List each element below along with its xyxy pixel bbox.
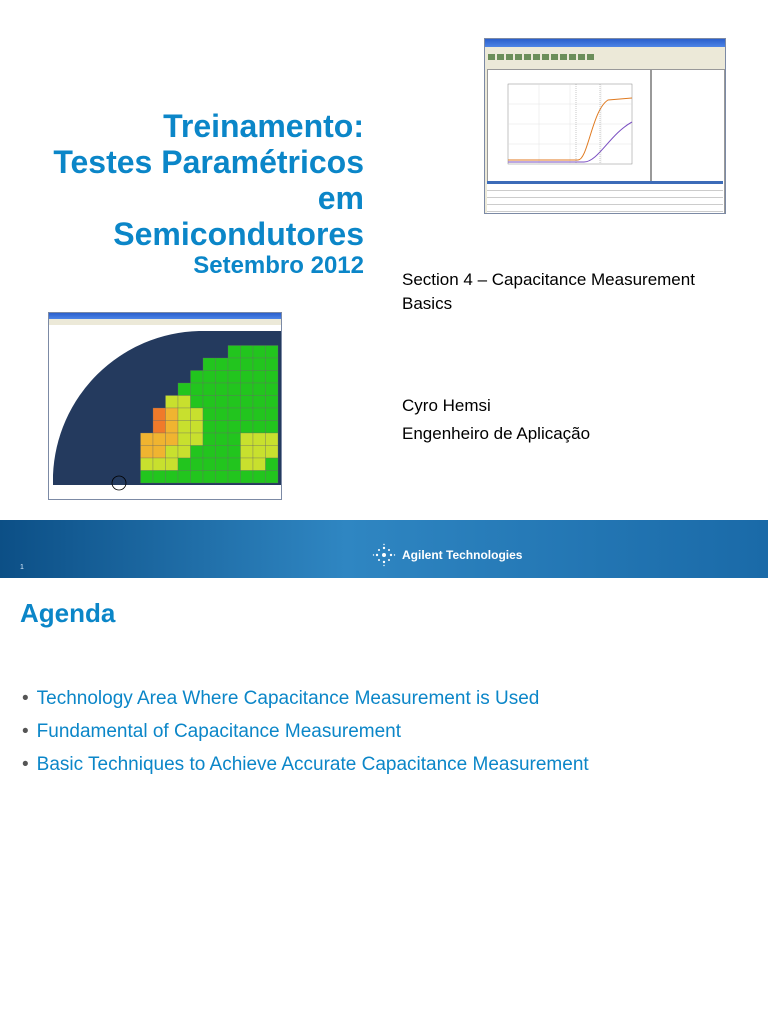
- section-line-1: Section 4 – Capacitance Measurement: [402, 270, 695, 289]
- wafer-die: [228, 446, 241, 459]
- wafer-die: [166, 471, 179, 484]
- wafer-die: [266, 346, 279, 359]
- wafer-die: [228, 396, 241, 409]
- wafer-die: [253, 346, 266, 359]
- footer-bar: [0, 520, 768, 578]
- wafer-die: [203, 408, 216, 421]
- wafer-die: [203, 421, 216, 434]
- wafer-die: [216, 396, 229, 409]
- wafer-die: [241, 396, 254, 409]
- wafer-die: [266, 446, 279, 459]
- wafer-die: [216, 371, 229, 384]
- wafer-die: [166, 446, 179, 459]
- wafer-die: [241, 358, 254, 371]
- wafer-die: [266, 383, 279, 396]
- title-line-1: Treinamento:: [163, 108, 364, 144]
- wafer-die: [153, 458, 166, 471]
- wafer-die: [203, 358, 216, 371]
- wafer-die: [141, 433, 154, 446]
- wafer-die: [166, 458, 179, 471]
- wafer-die: [216, 383, 229, 396]
- wafer-die: [241, 421, 254, 434]
- author-name: Cyro Hemsi: [402, 396, 491, 415]
- wafer-die: [141, 471, 154, 484]
- wafer-die: [266, 408, 279, 421]
- wafer-die: [216, 421, 229, 434]
- wafer-die: [141, 458, 154, 471]
- wafer-die: [253, 446, 266, 459]
- wafer-die: [178, 458, 191, 471]
- wafer-die: [191, 396, 204, 409]
- wafer-die: [228, 458, 241, 471]
- wafer-die: [241, 458, 254, 471]
- wafer-die: [203, 471, 216, 484]
- wafer-die: [228, 346, 241, 359]
- agenda-item-text: Fundamental of Capacitance Measurement: [36, 721, 402, 742]
- agenda-item: [22, 715, 589, 748]
- wafer-die: [191, 371, 204, 384]
- wafer-die: [266, 458, 279, 471]
- wafer-die: [253, 458, 266, 471]
- wafer-die: [216, 446, 229, 459]
- wafer-die: [191, 471, 204, 484]
- wafer-die: [153, 421, 166, 434]
- wafer-die: [191, 458, 204, 471]
- software-screenshot-image: [484, 38, 726, 214]
- agenda-item: [22, 748, 589, 781]
- wafer-die: [253, 471, 266, 484]
- wafer-die: [203, 371, 216, 384]
- wafer-die: [266, 358, 279, 371]
- wafer-die: [203, 383, 216, 396]
- wafer-die: [166, 421, 179, 434]
- wafer-die: [178, 396, 191, 409]
- section-line-2: Basics: [402, 294, 453, 313]
- agenda-item-text: Technology Area Where Capacitance Measurement is Used: [36, 688, 540, 709]
- wafer-die: [266, 371, 279, 384]
- wafer-die: [153, 433, 166, 446]
- agenda-slide: [0, 578, 768, 1024]
- wafer-die: [253, 433, 266, 446]
- wafer-die: [253, 408, 266, 421]
- wafer-die: [228, 421, 241, 434]
- wafer-die: [178, 471, 191, 484]
- wafer-die: [228, 471, 241, 484]
- agenda-item-text: Basic Techniques to Achieve Accurate Capacitance Measurement: [36, 754, 589, 775]
- wafer-die: [266, 396, 279, 409]
- cv-curve-graphic: [488, 70, 648, 180]
- wafer-die: [166, 433, 179, 446]
- wafer-die: [228, 358, 241, 371]
- title-line-2: Testes Paramétricos em: [53, 144, 364, 216]
- page-number: 1: [20, 564, 24, 571]
- agenda-item: [22, 682, 589, 715]
- agenda-list: [22, 682, 589, 781]
- wafer-die: [178, 383, 191, 396]
- screenshot-list-panel: [487, 181, 723, 214]
- wafer-die: [241, 446, 254, 459]
- section-subtitle: [402, 268, 752, 316]
- wafer-die: [241, 346, 254, 359]
- bullet-icon: •: [22, 688, 29, 709]
- wafer-die: [203, 446, 216, 459]
- wafer-die: [191, 421, 204, 434]
- wafer-die: [253, 421, 266, 434]
- wafer-die: [241, 383, 254, 396]
- wafer-map-screenshot-image: [48, 312, 282, 500]
- title-line-3: Semicondutores: [113, 216, 364, 252]
- wafer-die: [153, 471, 166, 484]
- wafer-die: [228, 371, 241, 384]
- bullet-icon: •: [22, 721, 29, 742]
- screenshot-toolbar: [485, 53, 725, 61]
- wafer-die: [216, 358, 229, 371]
- wafer-die: [178, 446, 191, 459]
- wafer-die: [253, 371, 266, 384]
- screenshot-titlebar: [485, 39, 725, 47]
- slide-title: [0, 108, 364, 252]
- wafer-die: [266, 471, 279, 484]
- wafer-die: [253, 358, 266, 371]
- wafer-die: [241, 433, 254, 446]
- wafer-map-graphic: [49, 325, 281, 499]
- wafer-die: [216, 458, 229, 471]
- wafer-die: [203, 396, 216, 409]
- wafer-die: [216, 471, 229, 484]
- wafer-die: [178, 433, 191, 446]
- wafer-die: [166, 396, 179, 409]
- wafer-die: [241, 371, 254, 384]
- wafer-die: [191, 408, 204, 421]
- wafer-die: [178, 408, 191, 421]
- bullet-icon: •: [22, 754, 29, 775]
- wafer-die: [241, 471, 254, 484]
- wafer-die: [153, 446, 166, 459]
- wafer-die: [191, 433, 204, 446]
- slide-date: Setembro 2012: [193, 252, 364, 279]
- wafer-die: [266, 421, 279, 434]
- wafer-die: [241, 408, 254, 421]
- brand-name: Agilent Technologies: [402, 548, 523, 562]
- wafer-die: [253, 396, 266, 409]
- wafer-die: [166, 408, 179, 421]
- brand-logo: [372, 543, 522, 567]
- wafer-die: [228, 433, 241, 446]
- wafer-die: [141, 446, 154, 459]
- agenda-title: Agenda: [20, 598, 116, 628]
- wafer-die: [253, 383, 266, 396]
- wafer-die: [266, 433, 279, 446]
- wafer-die: [191, 446, 204, 459]
- spark-logo-icon: [372, 543, 396, 567]
- author-role: Engenheiro de Aplicação: [402, 424, 591, 443]
- wafer-die: [203, 433, 216, 446]
- wafer-die: [153, 408, 166, 421]
- wafer-die: [203, 458, 216, 471]
- wafer-die: [216, 433, 229, 446]
- wafer-die: [178, 421, 191, 434]
- author-block: [402, 392, 590, 448]
- wafer-die: [216, 408, 229, 421]
- wafer-die: [228, 383, 241, 396]
- wafer-die: [191, 383, 204, 396]
- wafer-die: [228, 408, 241, 421]
